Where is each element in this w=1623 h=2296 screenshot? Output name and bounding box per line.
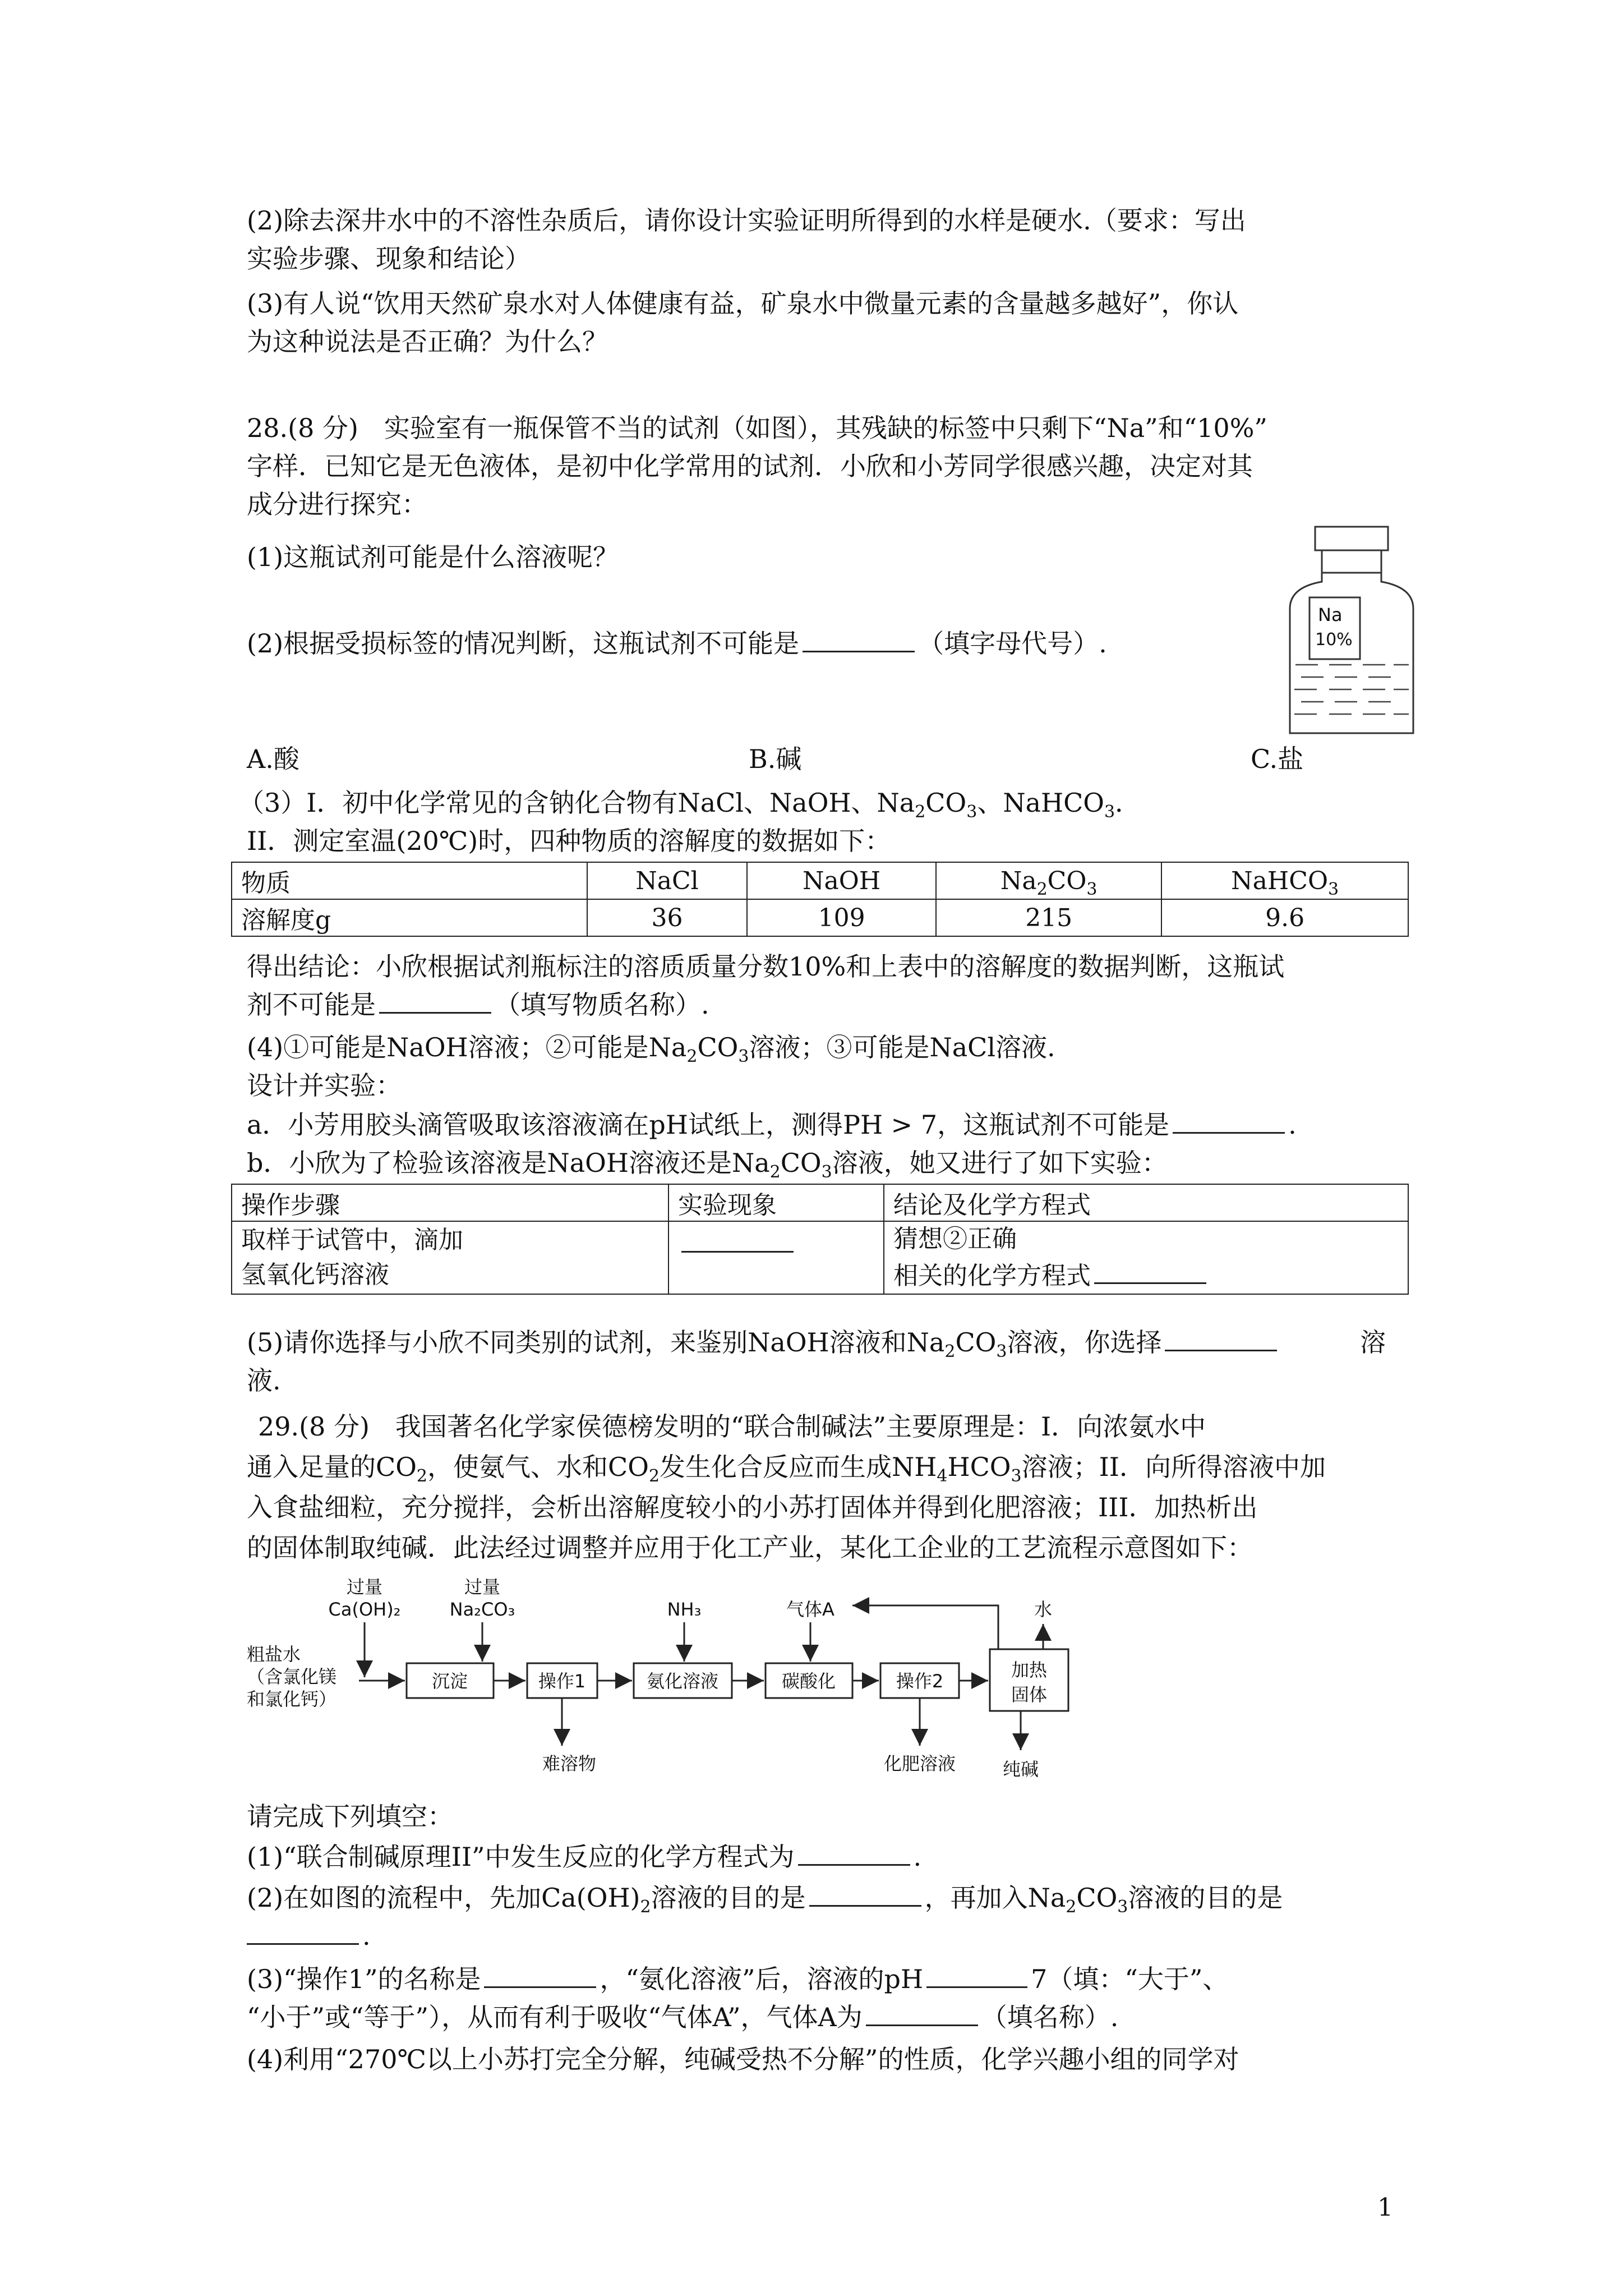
flow-gas-a-label: 气体A	[786, 1599, 834, 1620]
reagent-bottle-figure	[1284, 524, 1419, 740]
q29-intro-line3: 入食盐细粒，充分搅拌，会析出溶解度较小的小苏打固体并得到化肥溶液；III．加热析出	[247, 1492, 1258, 1522]
fill-instructions: 请完成下列填空：	[247, 1801, 453, 1832]
table-header-label: 物质	[232, 862, 587, 899]
table-cell-nacl: NaCl	[587, 862, 747, 899]
answer-blank[interactable]	[1094, 1257, 1206, 1284]
fill-q4: (4)利用“270℃以上小苏打完全分解，纯碱受热不分解”的性质，化学兴趣小组的同学对	[247, 2044, 1239, 2074]
table-cell-naoh: NaOH	[747, 862, 936, 899]
answer-blank[interactable]	[1165, 1324, 1277, 1351]
fill-q1: (1)“联合制碱原理II”中发生反应的化学方程式为 .	[247, 1838, 921, 1875]
exp-header-phenomena: 实验现象	[668, 1184, 884, 1221]
table-cell-nahco3: NaHCO$_3$	[1161, 862, 1408, 899]
answer-blank[interactable]	[484, 1961, 596, 1988]
answer-blank[interactable]	[798, 1838, 910, 1866]
flow-heat-box-line1: 加热	[1011, 1659, 1048, 1681]
q28-part1: (1)这瓶试剂可能是什么溶液呢？	[247, 542, 619, 572]
fill-q2-line2: .	[247, 1917, 371, 1954]
exp-steps-cell: 取样于试管中，滴加 氢氧化钙溶液	[232, 1221, 668, 1294]
flow-soda-label: Na₂CO₃	[449, 1599, 515, 1620]
flow-precipitate-box: 沉淀	[431, 1671, 468, 1692]
option-c: C.盐	[1251, 744, 1304, 774]
flow-lime-label: Ca(OH)₂	[328, 1599, 401, 1620]
answer-blank[interactable]	[247, 1917, 359, 1945]
flow-brine-label: 粗盐水	[247, 1644, 301, 1665]
table-value: 9.6	[1161, 899, 1408, 936]
page-number: 1	[1377, 2193, 1393, 2222]
q27-part2-line2: 实验步骤、现象和结论）	[247, 243, 531, 274]
q28-intro-line2: 字样．已知它是无色液体，是初中化学常用的试剂．小欣和小芳同学很感兴趣，决定对其	[247, 451, 1253, 481]
q29-intro-line1: 29.(8 分) 我国著名化学家侯德榜发明的“联合制碱法”主要原理是：I．向浓氨水中	[258, 1411, 1206, 1442]
answer-blank[interactable]	[809, 1879, 921, 1907]
flow-carbonation-box: 碳酸化	[781, 1671, 836, 1692]
answer-blank[interactable]	[379, 986, 491, 1014]
flow-ammoniation-box: 氨化溶液	[646, 1671, 719, 1692]
q28-part5-tail: 溶	[1360, 1327, 1386, 1358]
answer-blank[interactable]	[803, 625, 915, 652]
flow-brine-note2: 和氯化钙）	[247, 1688, 337, 1710]
q27-part2-line1: (2)除去深井水中的不溶性杂质后，请你设计实验证明所得到的水样是硬水.（要求：写出	[247, 205, 1246, 236]
flow-fertilizer-label: 化肥溶液	[883, 1753, 956, 1774]
answer-blank[interactable]	[926, 1961, 1027, 1988]
table-value: 36	[587, 899, 747, 936]
table-row-label: 溶解度g	[232, 899, 587, 936]
answer-blank[interactable]	[681, 1225, 794, 1253]
exp-header-conclusion: 结论及化学方程式	[884, 1184, 1408, 1221]
option-b: B.碱	[749, 744, 802, 774]
q28-intro-line1: 28.(8 分) 实验室有一瓶保管不当的试剂（如图），其残缺的标签中只剩下“Na”和“10%”	[247, 413, 1267, 443]
conclusion-line2: 剂不可能是 （填写物质名称）.	[247, 986, 709, 1023]
q28-part4: (4)①可能是NaOH溶液；②可能是$Na_2CO_3$溶液；③可能是NaCl溶液.	[247, 1032, 1055, 1066]
flow-water-label: 水	[1034, 1599, 1053, 1620]
answer-blank[interactable]	[866, 1999, 978, 2026]
exp-conclusion-cell: 猜想②正确 相关的化学方程式	[884, 1221, 1408, 1294]
q27-part3-line2: 为这种说法是否正确？为什么？	[247, 326, 608, 357]
fill-q3-line1: (3)“操作1”的名称是 ，“氨化溶液”后，溶液的pH 7（填：“大于”、	[247, 1961, 1228, 1998]
flow-lime-qty: 过量	[346, 1576, 383, 1598]
flow-heat-box-line2: 固体	[1011, 1684, 1048, 1705]
q28-part2: (2)根据受损标签的情况判断，这瓶试剂不可能是 （填字母代号）.	[247, 625, 1107, 662]
flow-insoluble-label: 难溶物	[542, 1753, 597, 1774]
q29-intro-line4: 的固体制取纯碱．此法经过调整并应用于化工产业，某化工企业的工艺流程示意图如下：	[247, 1533, 1253, 1563]
bottle-label-percent: 10%	[1315, 630, 1353, 650]
table-cell-na2co3: $Na_2CO_3$	[936, 862, 1161, 899]
flow-brine-note1: （含氯化镁	[247, 1666, 337, 1687]
experiment-b: b．小欣为了检验该溶液是NaOH溶液还是$Na_2CO_3$溶液，她又进行了如下实验：	[247, 1148, 1168, 1182]
flow-soda-ash-label: 纯碱	[1002, 1759, 1039, 1780]
q28-part5-line1: (5)请你选择与小欣不同类别的试剂，来鉴别NaOH溶液和$Na_2CO_3$溶液，你选择	[247, 1324, 1280, 1361]
option-a: A.酸	[247, 744, 299, 774]
process-flow-diagram	[247, 1571, 1122, 1795]
q28-part3-compounds: （3）I．初中化学常见的含钠化合物有NaCl、NaOH、$Na_2CO_3$、NaHCO$_3$．	[238, 788, 1141, 822]
exp-header-steps: 操作步骤	[232, 1184, 668, 1221]
table-value: 109	[747, 899, 936, 936]
q28-intro-line3: 成分进行探究：	[247, 489, 427, 519]
q28-part5-line2: 液.	[247, 1365, 281, 1396]
flow-operation2-box: 操作2	[896, 1671, 944, 1692]
q28-part3-II: II．测定室温(20℃)时，四种物质的溶解度的数据如下：	[247, 826, 891, 856]
fill-q3-line2: “小于”或“等于”），从而有利于吸收“气体A”，气体A为 （填名称）.	[247, 1999, 1118, 2036]
design-experiment: 设计并实验：	[247, 1070, 402, 1101]
table-value: 215	[936, 899, 1161, 936]
flow-soda-qty: 过量	[464, 1576, 501, 1598]
flow-nh3-label: NH₃	[667, 1599, 702, 1620]
q27-part3-line1: (3)有人说“饮用天然矿泉水对人体健康有益，矿泉水中微量元素的含量越多越好”，你认	[247, 288, 1239, 319]
solubility-table	[231, 862, 1409, 937]
experiment-table	[231, 1184, 1409, 1295]
fill-q2-line1: (2)在如图的流程中，先加$Ca(OH)_2$溶液的目的是 ，再加入$Na_2CO_3$溶液的目的是	[247, 1879, 1283, 1916]
experiment-a: a．小芳用胶头滴管吸取该溶液滴在pH试纸上，测得PH > 7，这瓶试剂不可能是 .	[247, 1106, 1297, 1143]
exp-phenomena-cell	[668, 1221, 884, 1294]
conclusion-line1: 得出结论：小欣根据试剂瓶标注的溶质质量分数10%和上表中的溶解度的数据判断，这瓶试	[247, 951, 1285, 982]
q29-intro-line2: 通入足量的$CO_2$，使氨气、水和$CO_2$发生化合反应而生成$NH_4HCO_3$溶液；II．向所得溶液中加	[247, 1452, 1326, 1486]
bottle-label-na: Na	[1318, 604, 1343, 625]
flow-operation1-box: 操作1	[538, 1671, 586, 1692]
answer-blank[interactable]	[1173, 1106, 1285, 1134]
